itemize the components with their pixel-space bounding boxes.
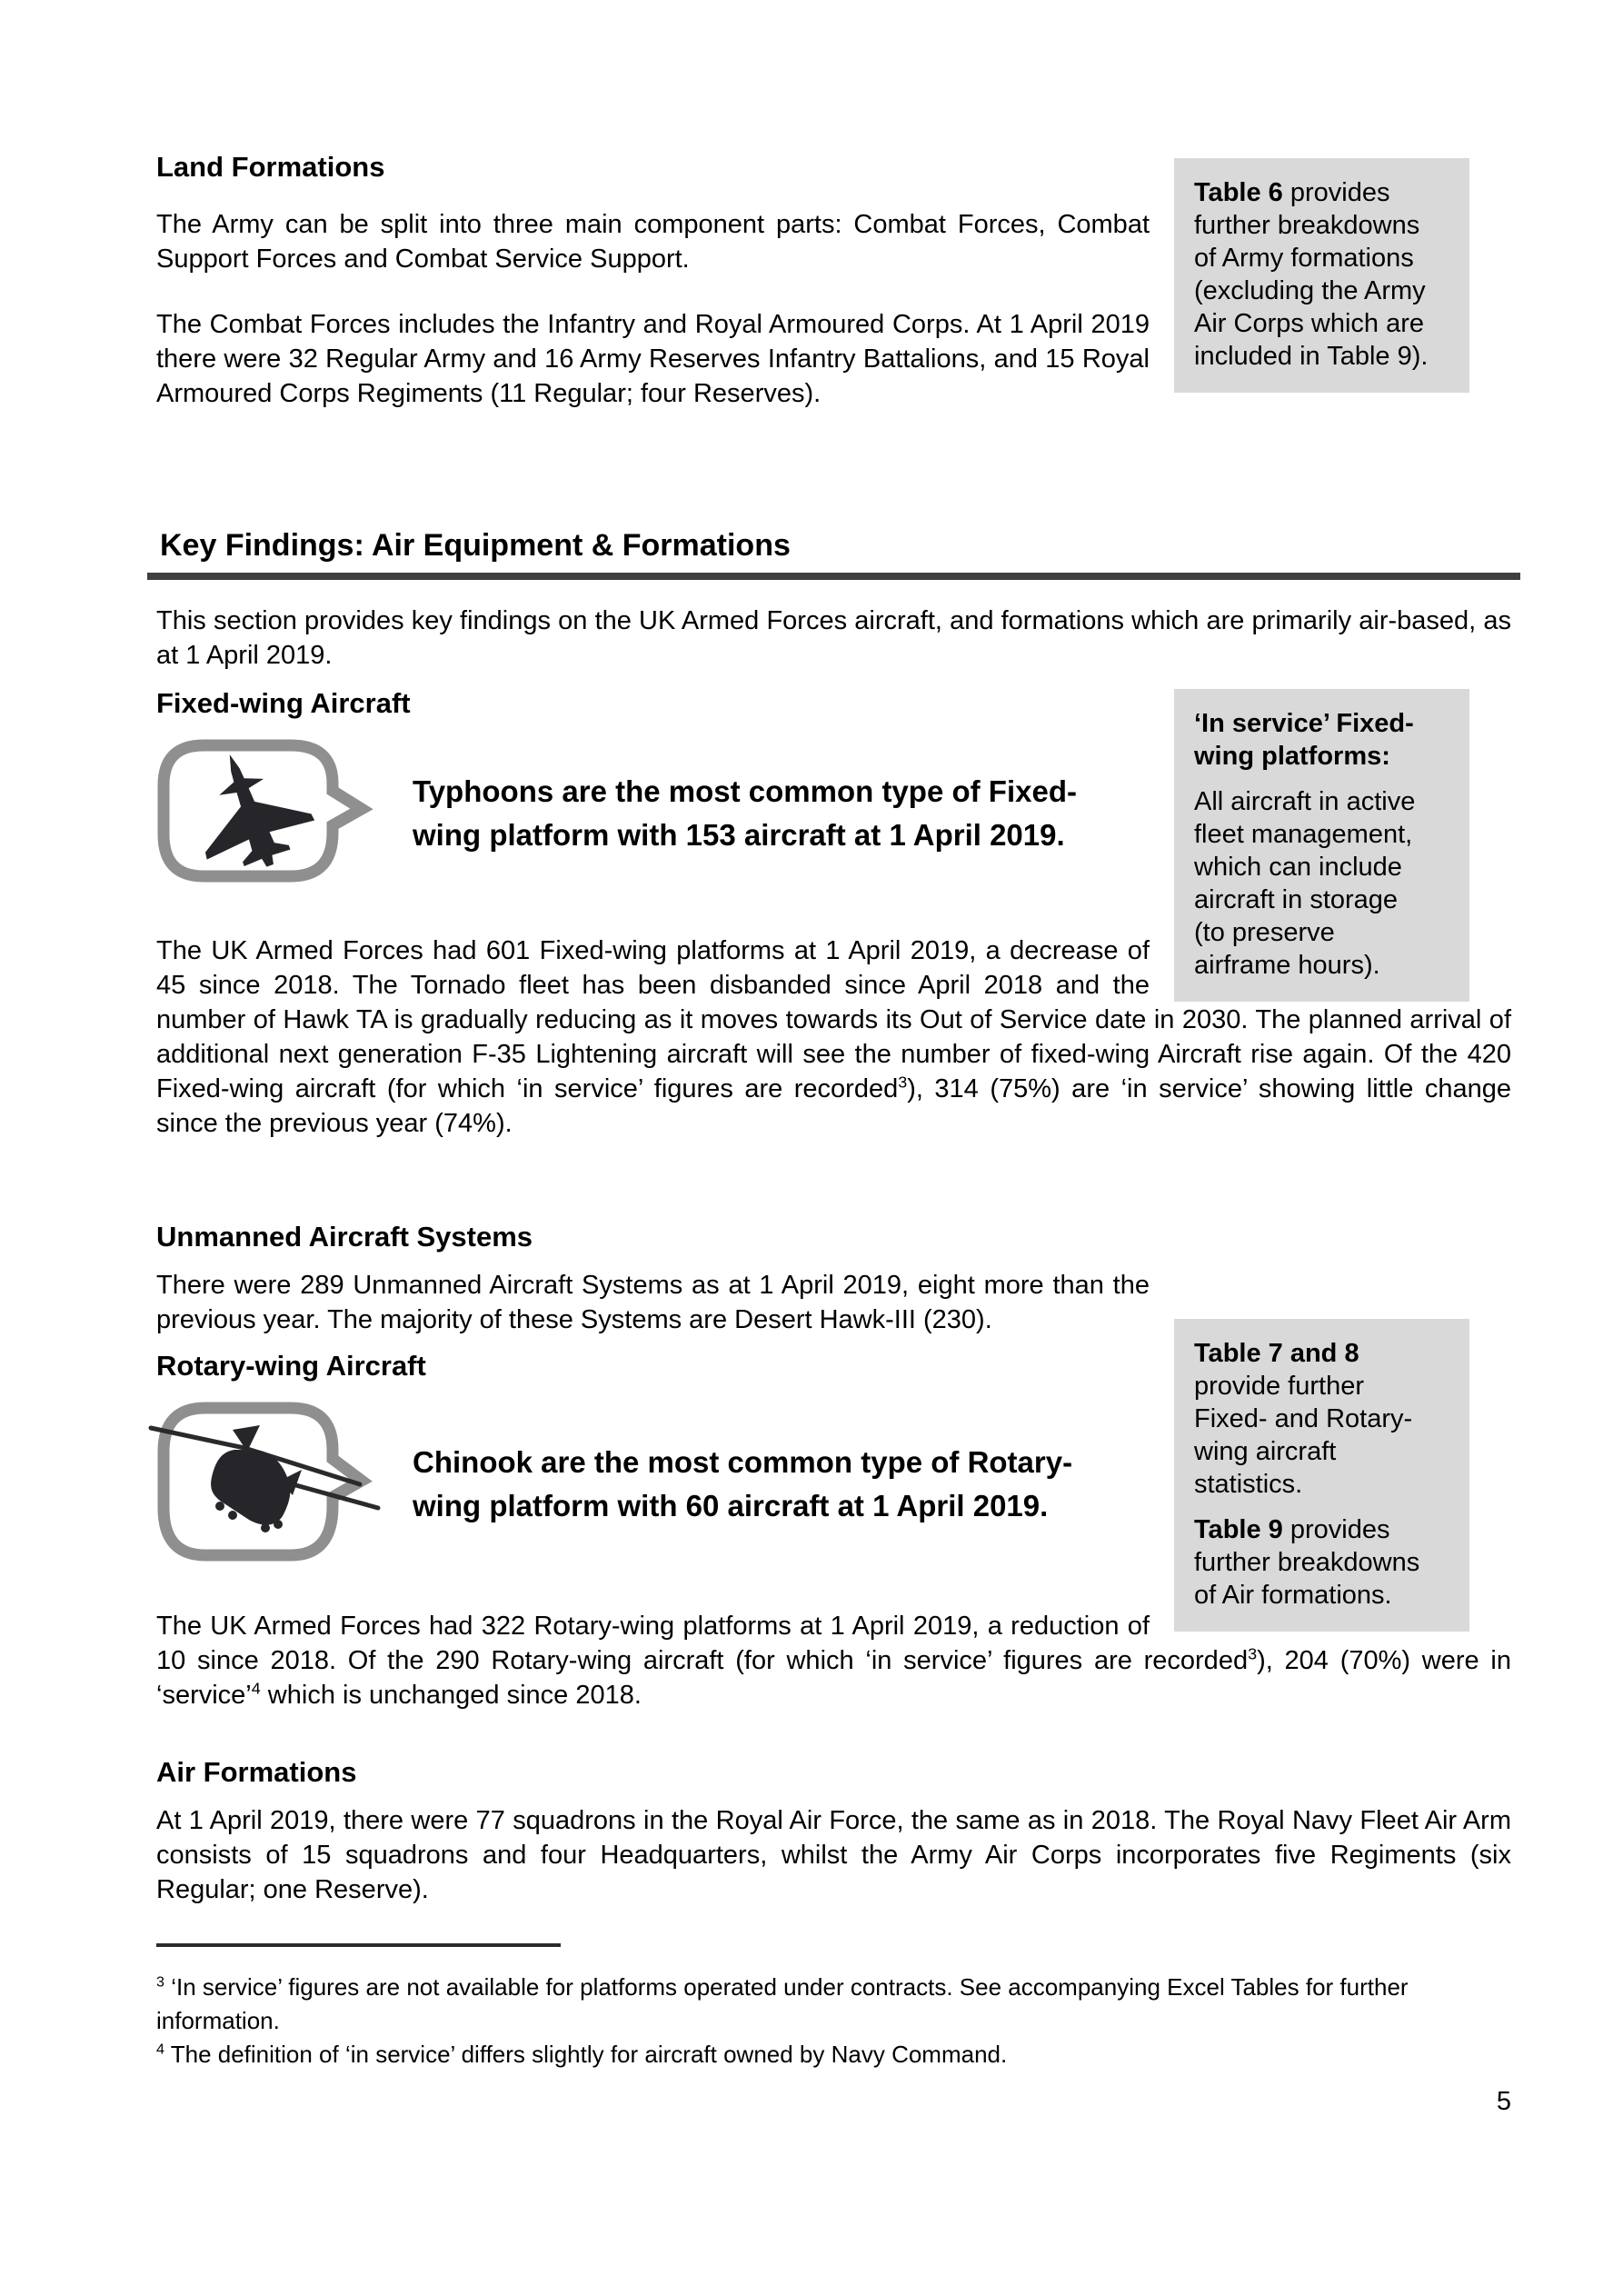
sidebar-note-table6-text: Table 6 provides further breakdowns of Army formations (excluding the Army Air Corps which are included in Table 9). <box>1194 178 1429 371</box>
footnote-4: $^4$ The definition of ‘in service’ differs slightly for aircraft owned by Navy Command. <box>156 2041 1008 2068</box>
land-formations-paragraph-2: The Combat Forces includes the Infantry and Royal Armoured Corps. At 1 April 2019 there were 32 Regular Army and 16 Army Reserves Infantry Battalions, and 15 Royal Armoured Corps Regiments (11 Regular; four Reserves). <box>156 310 1150 408</box>
in-service-body: All aircraft in active fleet management, which can include aircraft in storage (to preserve airframe hours). <box>1194 787 1416 980</box>
table-9-label: Table 9 <box>1194 1515 1283 1544</box>
sidebar-note-in-service <box>1174 689 1469 1002</box>
land-formations-paragraph-1: The Army can be split into three main component parts: Combat Forces, Combat Support Forces and Combat Service Support. <box>156 210 1150 274</box>
chinook-helicopter-icon <box>156 1401 385 1567</box>
typhoon-jet-icon <box>156 738 385 888</box>
key-findings-intro: This section provides key findings on the UK Armed Forces aircraft, and formations which are primarily air-based, as at 1 April 2019. <box>156 606 1511 670</box>
rotary-wing-heading: Rotary-wing Aircraft <box>156 1350 426 1382</box>
fixed-wing-callout: Typhoons are the most common type of Fixed- wing platform with 153 aircraft at 1 April 2019. <box>413 774 1077 852</box>
air-formations-paragraph: At 1 April 2019, there were 77 squadrons in the Royal Air Force, the same as in 2018. The Royal Navy Fleet Air Arm consists of 15 squadrons and four Headquarters, whilst the Army Air Corps incorporates five Regiments (six Regular; one Reserve). <box>156 1806 1511 1904</box>
footnote-4-marker: 4 <box>156 2041 164 2058</box>
fixed-wing-heading: Fixed-wing Aircraft <box>156 687 411 719</box>
rotary-wing-paragraph: The UK Armed Forces had 322 Rotary-wing platforms at 1 April 2019, a reduction of 10 since 2018. Of the 290 Rotary-wing aircraft (for which ‘in service’ figures are recorded$^3$), 204 (70%) were in ‘service’$^4$ which is unchanged since 2018. <box>156 1612 1511 1710</box>
rotary-wing-callout: Chinook are the most common type of Rotary- wing platform with 60 aircraft at 1 April 2019. <box>413 1444 1073 1522</box>
tables-7-8-label: Table 7 and 8 <box>1194 1339 1359 1368</box>
footnotes <box>156 1971 1511 2071</box>
rotary-wing-figure-row <box>156 1401 1150 1567</box>
table6-label: Table 6 <box>1194 178 1283 207</box>
footnote-ref-4: 4 <box>251 1679 261 1698</box>
sidebar-note-tables-7-8-9 <box>1174 1319 1469 1632</box>
table-9-text: Table 9 provides further breakdowns of Air formations. <box>1194 1515 1420 1610</box>
key-findings-heading: Key Findings: Air Equipment & Formations <box>147 527 1520 580</box>
page-number: 5 <box>1496 2087 1511 2116</box>
footnote-3: $^3$ ‘In service’ figures are not available for platforms operated under contracts. See accompanying Excel Tables for further information. <box>156 1973 1409 2034</box>
unmanned-heading: Unmanned Aircraft Systems <box>156 1221 533 1253</box>
unmanned-paragraph: There were 289 Unmanned Aircraft Systems as at 1 April 2019, eight more than the previous year. The majority of these Systems are Desert Hawk-III (230). <box>156 1271 1150 1334</box>
footnote-ref-3b: 3 <box>1248 1644 1258 1663</box>
fixed-wing-paragraph: The UK Armed Forces had 601 Fixed-wing platforms at 1 April 2019, a decrease of 45 since 2018. The Tornado fleet has been disbanded since April 2018 and the number of Hawk TA is gradually reducing as it moves towards its Out of Service date in 2030. The planned arrival of additional next generation F-35 Lightening aircraft will see the number of fixed-wing Aircraft rise again. Of the 420 Fixed-wing aircraft (for which ‘in service’ figures are recorded$^3$), 314 (75%) are ‘in service’ showing little change since the previous year (74%). <box>156 936 1511 1138</box>
footnote-ref-3: 3 <box>898 1073 908 1092</box>
footnote-3-marker: 3 <box>156 1973 164 1991</box>
air-formations-heading: Air Formations <box>156 1756 357 1788</box>
in-service-title: ‘In service’ Fixed-wing platforms: <box>1194 709 1414 771</box>
land-formations-heading: Land Formations <box>156 151 385 183</box>
tables-7-8-text: Table 7 and 8 provide further Fixed- and Rotary-wing aircraft statistics. <box>1194 1339 1413 1499</box>
footnote-divider <box>156 1943 561 1947</box>
fixed-wing-figure-row <box>156 738 1150 888</box>
sidebar-note-table6 <box>1174 158 1469 393</box>
